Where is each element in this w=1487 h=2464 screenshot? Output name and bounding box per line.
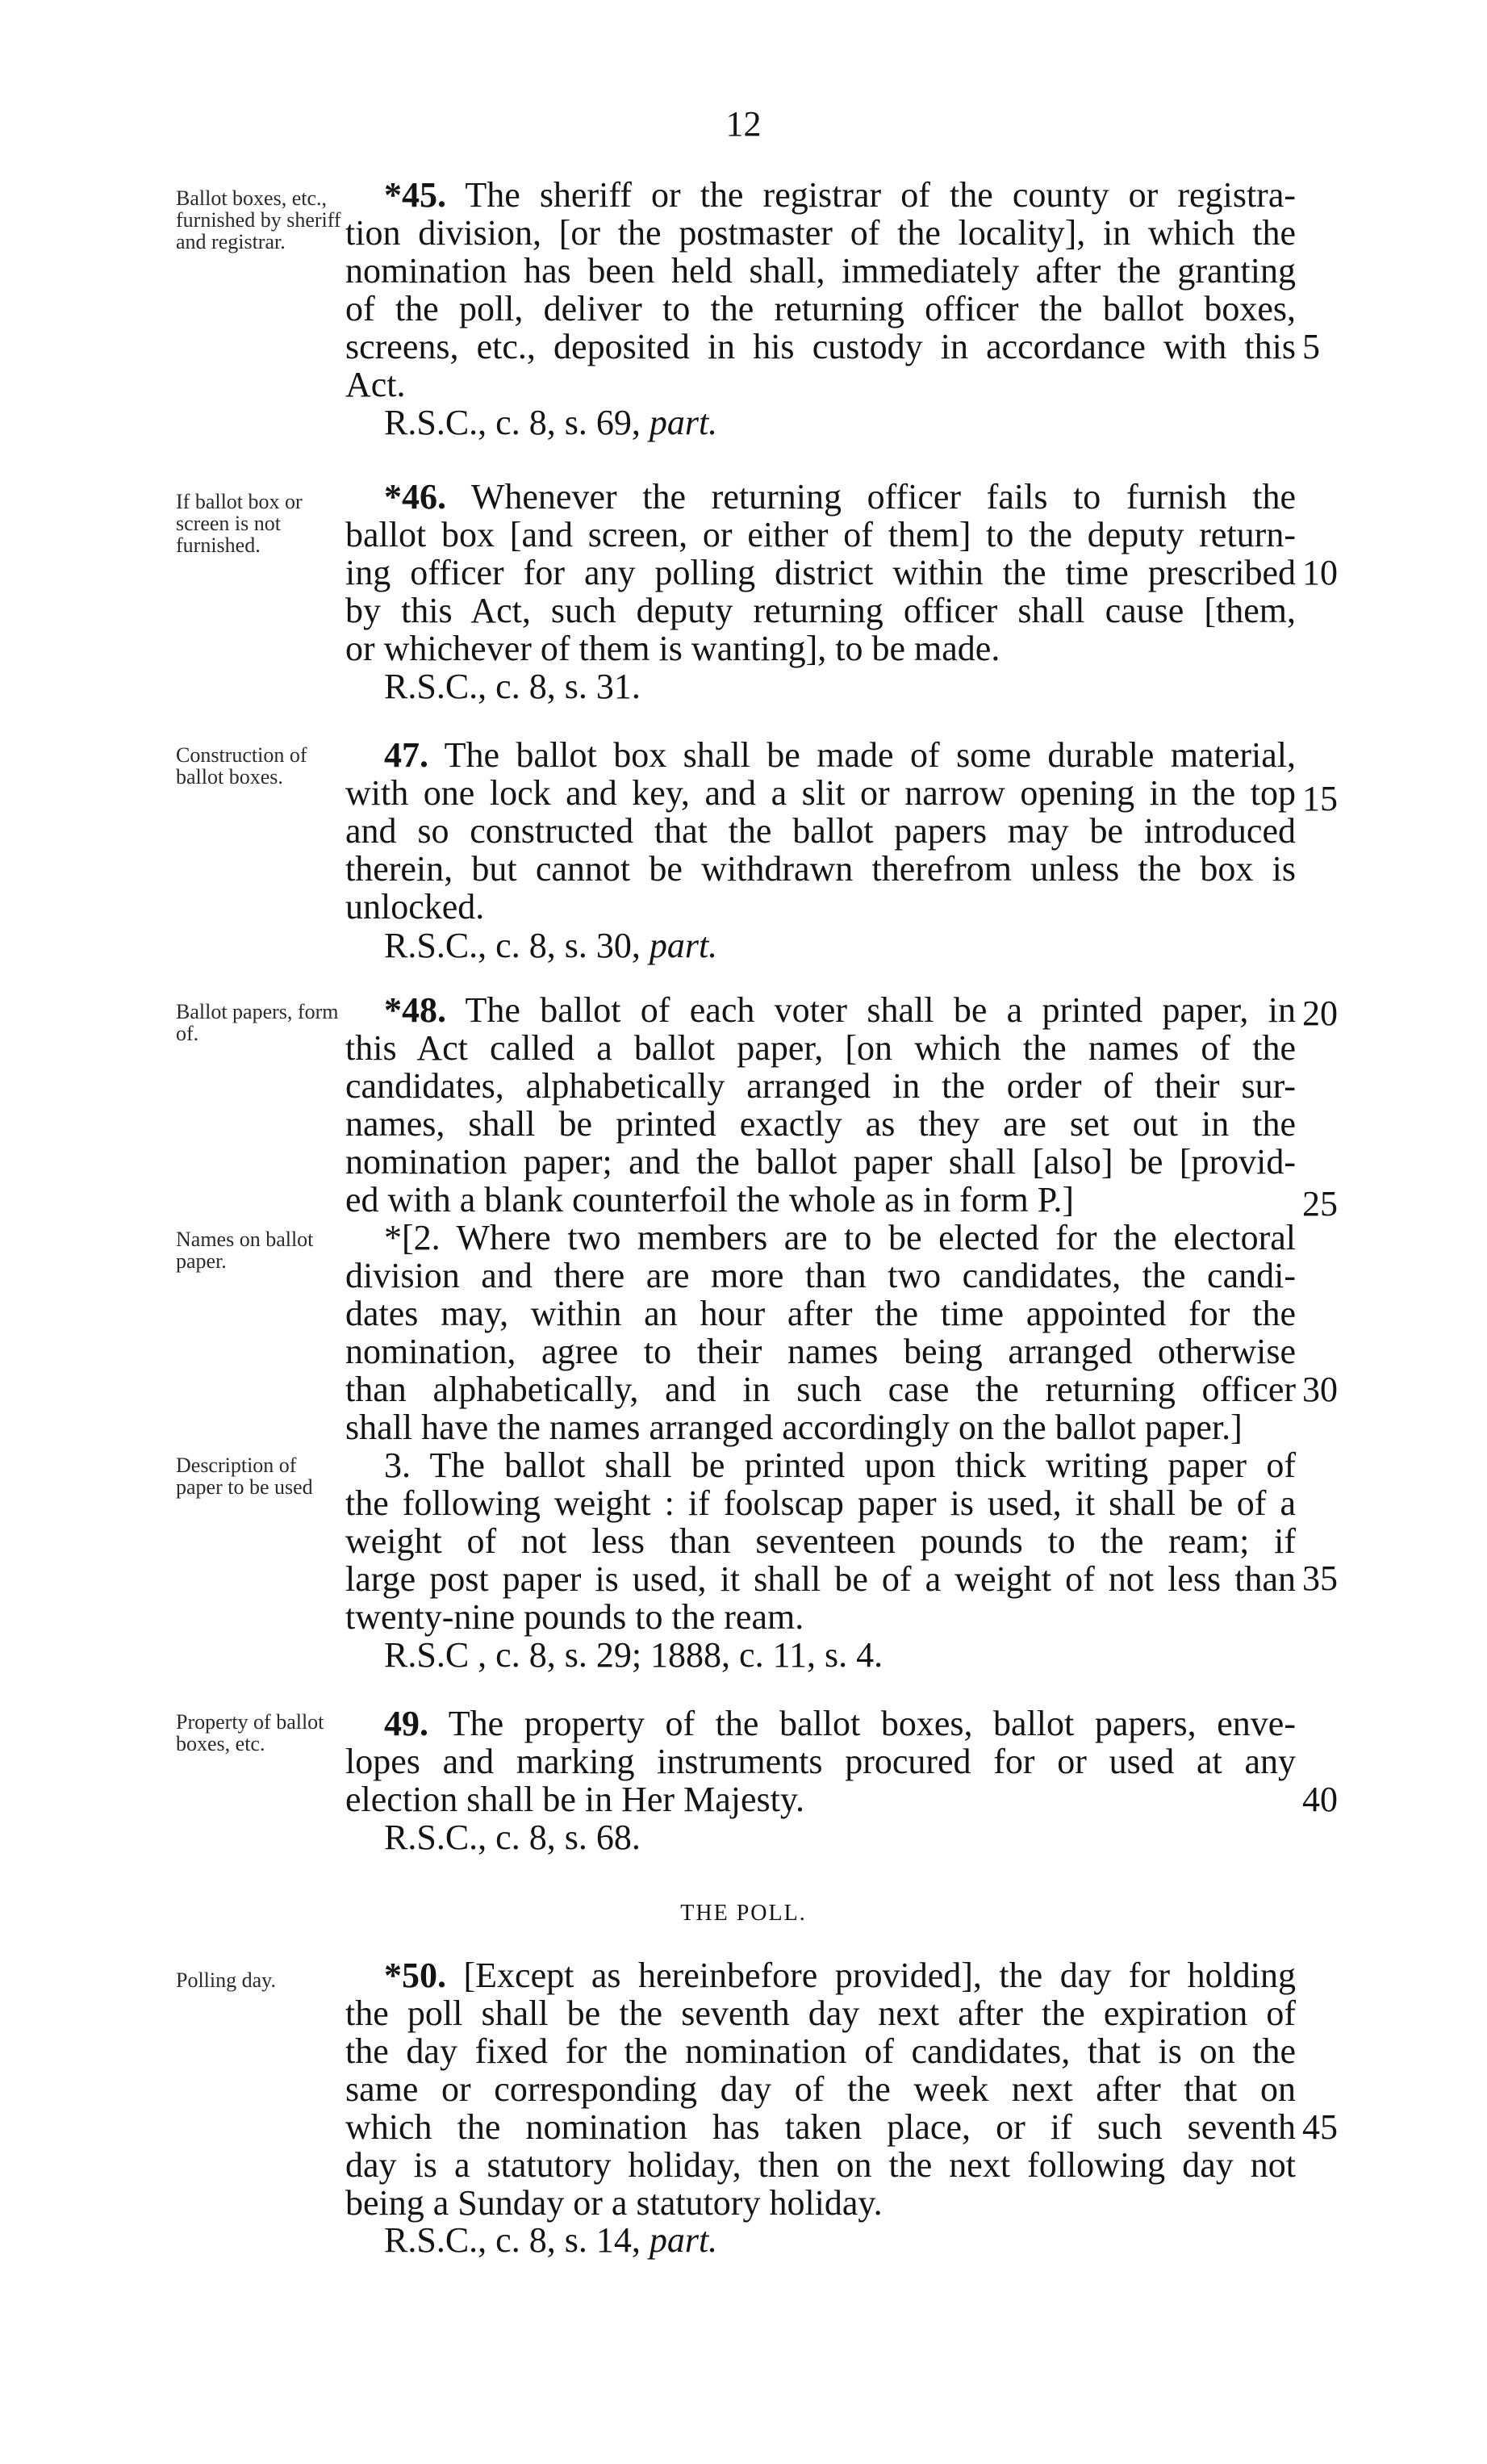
subsection-2-line-1: *[2. Where two members are to be elected for the electoral bbox=[384, 1218, 1296, 1257]
line-number-20: 20 bbox=[1302, 994, 1338, 1033]
line-number-45: 45 bbox=[1302, 2107, 1338, 2147]
line-number-30: 30 bbox=[1302, 1370, 1338, 1409]
subsection-3-line-3: weight of not less than seventeen pounds to the ream; if bbox=[345, 1521, 1296, 1561]
subsection-2-line-4: nomination, agree to their names being arranged otherwise bbox=[345, 1332, 1296, 1371]
citation-45: R.S.C., c. 8, s. 69, part. bbox=[384, 403, 718, 442]
margin-note-polling-day: Polling day. bbox=[176, 1968, 276, 1992]
subsection-2-line-5: than alphabetically, and in such case the returning officer bbox=[345, 1370, 1296, 1409]
section-46-line-5: or whichever of them is wanting], to be made. bbox=[345, 629, 1000, 668]
section-48-line-2: this Act called a ballot paper, [on which the names of the bbox=[345, 1028, 1296, 1068]
section-49-line-2: lopes and marking instruments procured for or used at any bbox=[345, 1742, 1296, 1781]
subsection-2-line-6: shall have the names arranged accordingly on the ballot paper.] bbox=[345, 1408, 1243, 1447]
section-46-line-4: by this Act, such deputy returning officer shall cause [them, bbox=[345, 591, 1296, 630]
margin-note-construction: Construction of ballot boxes. bbox=[176, 743, 307, 789]
section-45-line-2: tion division, [or the postmaster of the locality], in which the bbox=[345, 213, 1296, 253]
section-45-text bbox=[345, 176, 1296, 404]
section-47-line-4: therein, but cannot be withdrawn therefrom unless the box is bbox=[345, 849, 1296, 889]
section-46-text bbox=[345, 478, 1296, 667]
line-number-25: 25 bbox=[1302, 1184, 1338, 1224]
section-50-line-4: same or corresponding day of the week next after that on bbox=[345, 2069, 1296, 2109]
section-number: *45. bbox=[384, 175, 446, 215]
section-50-line-7: being a Sunday or a statutory holiday. bbox=[345, 2183, 883, 2223]
section-46-line-1: *46. Whenever the returning officer fails to furnish the bbox=[384, 477, 1296, 517]
heading-the-poll: THE POLL. bbox=[680, 1901, 807, 1926]
section-50-line-5: which the nomination has taken place, or if such seventh bbox=[345, 2107, 1296, 2147]
section-48-text bbox=[345, 991, 1296, 1219]
section-50-line-1: *50. [Except as hereinbefore provided], the day for holding bbox=[384, 1956, 1297, 1995]
margin-note-ballot-papers: Ballot papers, form of. bbox=[176, 1000, 339, 1045]
subsection-3-line-5: twenty-nine pounds to the ream. bbox=[345, 1597, 804, 1637]
subsection-2-line-2: division and there are more than two candidates, the candi- bbox=[345, 1256, 1296, 1295]
line-number-5: 5 bbox=[1302, 327, 1320, 366]
section-48-line-4: names, shall be printed exactly as they are set out in the bbox=[345, 1104, 1296, 1144]
line-number-40: 40 bbox=[1302, 1780, 1338, 1819]
section-47-line-2: with one lock and key, and a slit or narrow opening in the top bbox=[345, 773, 1296, 813]
section-50-line-3: the day fixed for the nomination of candidates, that is on the bbox=[345, 2031, 1296, 2071]
margin-note-ballot-boxes: Ballot boxes, etc., furnished by sheriff and registrar. bbox=[176, 186, 341, 253]
section-45-line-1: *45. The sheriff or the registrar of the county or registra- bbox=[384, 175, 1296, 215]
section-48-line-6: ed with a blank counterfoil the whole as in form P.] bbox=[345, 1180, 1075, 1219]
section-50-text bbox=[345, 1956, 1296, 2222]
margin-note-property: Property of ballot boxes, etc. bbox=[176, 1710, 324, 1755]
margin-note-names-on-ballot: Names on ballot paper. bbox=[176, 1228, 314, 1273]
subsection-3-text bbox=[345, 1446, 1296, 1636]
margin-note-description-of-paper: Description of paper to be used bbox=[176, 1454, 313, 1499]
section-45-line-6: Act. bbox=[345, 365, 406, 404]
margin-note-if-ballot-box: If ballot box or screen is not furnished. bbox=[176, 490, 303, 557]
page-number: 12 bbox=[725, 104, 762, 144]
section-48-line-3: candidates, alphabetically arranged in the order of their sur- bbox=[345, 1066, 1296, 1106]
citation-47: R.S.C., c. 8, s. 30, part. bbox=[384, 926, 718, 965]
subsection-3-line-4: large post paper is used, it shall be of a weight of not less than bbox=[345, 1559, 1296, 1599]
subsection-3-line-1: 3. The ballot shall be printed upon thick writing paper of bbox=[384, 1445, 1296, 1485]
subsection-2-line-3: dates may, within an hour after the time appointed for the bbox=[345, 1294, 1296, 1333]
section-48-line-1: *48. The ballot of each voter shall be a printed paper, in bbox=[384, 990, 1296, 1030]
section-47-line-5: unlocked. bbox=[345, 887, 485, 927]
section-47-text bbox=[345, 736, 1296, 926]
section-49-line-1: 49. The property of the ballot boxes, ballot papers, enve- bbox=[384, 1704, 1296, 1743]
section-49-line-3: election shall be in Her Majesty. bbox=[345, 1780, 804, 1819]
section-47-line-3: and so constructed that the ballot papers may be introduced bbox=[345, 811, 1296, 851]
section-47-line-1: 47. The ballot box shall be made of some durable material, bbox=[384, 735, 1296, 775]
line-number-15: 15 bbox=[1302, 779, 1338, 818]
section-45-line-4: of the poll, deliver to the returning officer the ballot boxes, bbox=[345, 289, 1296, 328]
subsection-2-text bbox=[345, 1219, 1296, 1446]
section-46-line-2: ballot box [and screen, or either of them] to the deputy return- bbox=[345, 515, 1296, 554]
line-number-35: 35 bbox=[1302, 1558, 1338, 1598]
subsection-3-line-2: the following weight : if foolscap paper is used, it shall be of a bbox=[345, 1483, 1296, 1523]
line-number-10: 10 bbox=[1302, 553, 1338, 592]
section-49-text bbox=[345, 1705, 1296, 1818]
citation-50: R.S.C., c. 8, s. 14, part. bbox=[384, 2220, 718, 2260]
section-45-line-5: screens, etc., deposited in his custody in accordance with this bbox=[345, 327, 1296, 366]
section-45-line-3: nomination has been held shall, immediately after the granting bbox=[345, 251, 1296, 291]
citation-49: R.S.C., c. 8, s. 68. bbox=[384, 1818, 641, 1857]
section-50-line-2: the poll shall be the seventh day next after the expiration of bbox=[345, 1993, 1296, 2033]
section-46-line-3: ing officer for any polling district within the time prescribed bbox=[345, 553, 1296, 592]
section-48-line-5: nomination paper; and the ballot paper shall [also] be [provid- bbox=[345, 1142, 1296, 1182]
section-50-line-6: day is a statutory holiday, then on the next following day not bbox=[345, 2145, 1296, 2185]
citation-46: R.S.C., c. 8, s. 31. bbox=[384, 667, 641, 706]
citation-48: R.S.C , c. 8, s. 29; 1888, c. 11, s. 4. bbox=[384, 1635, 883, 1675]
